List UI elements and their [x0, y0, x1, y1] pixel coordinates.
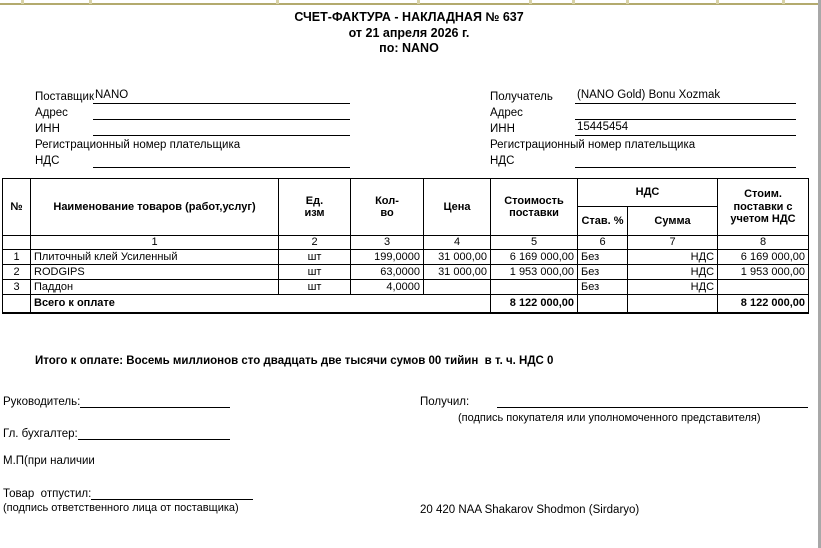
supplier-reg-row: [35, 136, 350, 152]
document-title-block: [0, 10, 818, 57]
strip-cell-divider: [782, 0, 785, 4]
colnum-8: 8: [718, 236, 809, 250]
total-label: Всего к оплате: [31, 295, 491, 313]
cell-total: 1 953 000,00: [718, 265, 809, 280]
total-blank-vat-rate: [578, 295, 628, 313]
total-with-vat: 8 122 000,00: [718, 295, 809, 313]
cell-price: [424, 280, 491, 295]
strip-cell-divider: [276, 0, 279, 4]
supplier-vat-field: [93, 153, 350, 168]
colnum-1: 1: [31, 236, 279, 250]
document-date: от 21 апреля 2026 г.: [348, 25, 470, 40]
col-header-qty: [351, 179, 424, 236]
colnum-2: 2: [279, 236, 351, 250]
supplier-address-row: [35, 104, 350, 120]
strip-cell-divider: [716, 0, 719, 4]
receiver-inn-row: [490, 120, 796, 136]
cell-unit: шт: [279, 280, 351, 295]
cell-amount: 1 953 000,00: [491, 265, 578, 280]
colnum-blank: [3, 236, 31, 250]
col-header-name: Наименование товаров (работ,услуг): [31, 179, 279, 236]
cell-vat-rate: Без: [578, 250, 628, 265]
director-signature-line: [80, 394, 230, 408]
cell-num: 3: [3, 280, 31, 295]
receiver-reg-label: Регистрационный номер плательщика: [490, 139, 696, 151]
received-signature-line: [497, 394, 808, 408]
cell-name: RODGIPS: [31, 265, 279, 280]
receiver-vat-field: [575, 153, 796, 168]
receiver-address-row: [490, 104, 796, 120]
supplier-name-row: [35, 88, 350, 104]
document-ref: по: NANO: [379, 41, 439, 55]
col-header-vat-group: НДС: [578, 179, 718, 207]
total-blank-num: [3, 295, 31, 313]
receiver-vat-row: [490, 152, 796, 168]
accountant-label: Гл. бухгалтер:: [3, 428, 78, 440]
supplier-label: Поставщик: [35, 91, 94, 103]
receiver-inn-label: ИНН: [490, 123, 515, 135]
total-amount: 8 122 000,00: [491, 295, 578, 313]
col-header-unit: [279, 179, 351, 236]
cell-amount: [491, 280, 578, 295]
supplier-inn-row: [35, 120, 350, 136]
colnum-6: 6: [578, 236, 628, 250]
received-label: Получил:: [420, 396, 470, 408]
cell-qty: 63,0000: [351, 265, 424, 280]
stamp-label: М.П(при наличии: [3, 455, 95, 467]
col-header-num: №: [3, 179, 31, 236]
receiver-vat-label: НДС: [490, 155, 515, 167]
table-row: [3, 250, 809, 265]
supplier-address-field: [93, 105, 350, 120]
cell-price: 31 000,00: [424, 265, 491, 280]
cell-vat-sum: НДС: [628, 265, 718, 280]
supplier-reg-label: Регистрационный номер плательщика: [35, 139, 241, 151]
cell-amount: 6 169 000,00: [491, 250, 578, 265]
director-label: Руководитель:: [3, 396, 81, 408]
colnum-5: 5: [491, 236, 578, 250]
colnum-7: 7: [628, 236, 718, 250]
cell-qty: 4,0000: [351, 280, 424, 295]
cell-vat-sum: НДС: [628, 250, 718, 265]
released-signature-line: [91, 486, 253, 500]
director-signature-row: [3, 394, 230, 408]
document-title: СЧЕТ-ФАКТУРА - НАКЛАДНАЯ № 637: [294, 10, 524, 24]
strip-cell-divider: [572, 0, 575, 4]
supplier-vat-row: [35, 152, 350, 168]
supplier-inn-label: ИНН: [35, 123, 60, 135]
colnum-4: 4: [424, 236, 491, 250]
cell-total: 6 169 000,00: [718, 250, 809, 265]
spreadsheet-edge-strip: [0, 0, 818, 6]
col-header-vat-rate: Став. %: [578, 207, 628, 236]
supplier-vat-label: НДС: [35, 155, 60, 167]
receiver-name-row: [490, 88, 796, 104]
colnum-3: 3: [351, 236, 424, 250]
received-signature-row: [420, 394, 808, 408]
table-row: [3, 280, 809, 295]
supplier-block: [35, 88, 350, 168]
receiver-block: [490, 88, 796, 168]
total-blank-vat-sum: [628, 295, 718, 313]
released-signature-row: [3, 486, 253, 500]
strip-cell-divider: [417, 0, 420, 4]
total-row: [3, 295, 809, 313]
col-header-qty-text: Кол-во: [375, 194, 399, 219]
col-header-price: Цена: [424, 179, 491, 236]
received-caption: (подпись покупателя или уполномоченного представителя): [458, 412, 761, 424]
receiver-label: Получатель: [490, 91, 553, 103]
goods-table: [2, 178, 809, 314]
released-caption: (подпись ответственного лица от поставщика): [3, 502, 239, 514]
cell-num: 1: [3, 250, 31, 265]
issuer-footer-note: 20 420 NAA Shakarov Shodmon (Sirdaryo): [420, 504, 640, 516]
released-label: Товар отпустил:: [3, 488, 92, 500]
cell-name: Паддон: [31, 280, 279, 295]
strip-cell-divider: [21, 0, 24, 4]
strip-cell-divider: [89, 0, 92, 4]
cell-vat-sum: НДС: [628, 280, 718, 295]
cell-unit: шт: [279, 265, 351, 280]
receiver-address-field: [575, 105, 796, 120]
cell-total: [718, 280, 809, 295]
amount-in-words: Итого к оплате: Восемь миллионов сто двадцать две тысячи сумов 00 тийин в т. ч. НДС 0: [35, 355, 554, 367]
cell-vat-rate: Без: [578, 265, 628, 280]
strip-cell-divider: [529, 0, 532, 4]
supplier-address-label: Адрес: [35, 107, 68, 119]
col-header-total: Стоим. поставки с учетом НДС: [718, 179, 809, 236]
supplier-inn-field: [93, 121, 350, 136]
table-row: [3, 265, 809, 280]
col-header-amount: Стоимость поставки: [491, 179, 578, 236]
receiver-name-field: (NANO Gold) Bonu Xozmak: [575, 89, 796, 104]
cell-qty: 199,0000: [351, 250, 424, 265]
cell-vat-rate: Без: [578, 280, 628, 295]
receiver-inn-field: 15445454: [575, 121, 796, 136]
column-number-row: [3, 236, 809, 250]
col-header-vat-sum: Сумма: [628, 207, 718, 236]
cell-unit: шт: [279, 250, 351, 265]
receiver-reg-row: [490, 136, 796, 152]
receiver-address-label: Адрес: [490, 107, 523, 119]
accountant-signature-line: [78, 426, 230, 440]
cell-price: 31 000,00: [424, 250, 491, 265]
supplier-name-field: NANO: [93, 89, 350, 104]
strip-border-line: [0, 3, 818, 5]
cell-num: 2: [3, 265, 31, 280]
col-header-unit-text: Ед. изм: [304, 194, 325, 219]
cell-name: Плиточный клей Усиленный: [31, 250, 279, 265]
accountant-signature-row: [3, 426, 230, 440]
strip-cell-divider: [626, 0, 629, 4]
